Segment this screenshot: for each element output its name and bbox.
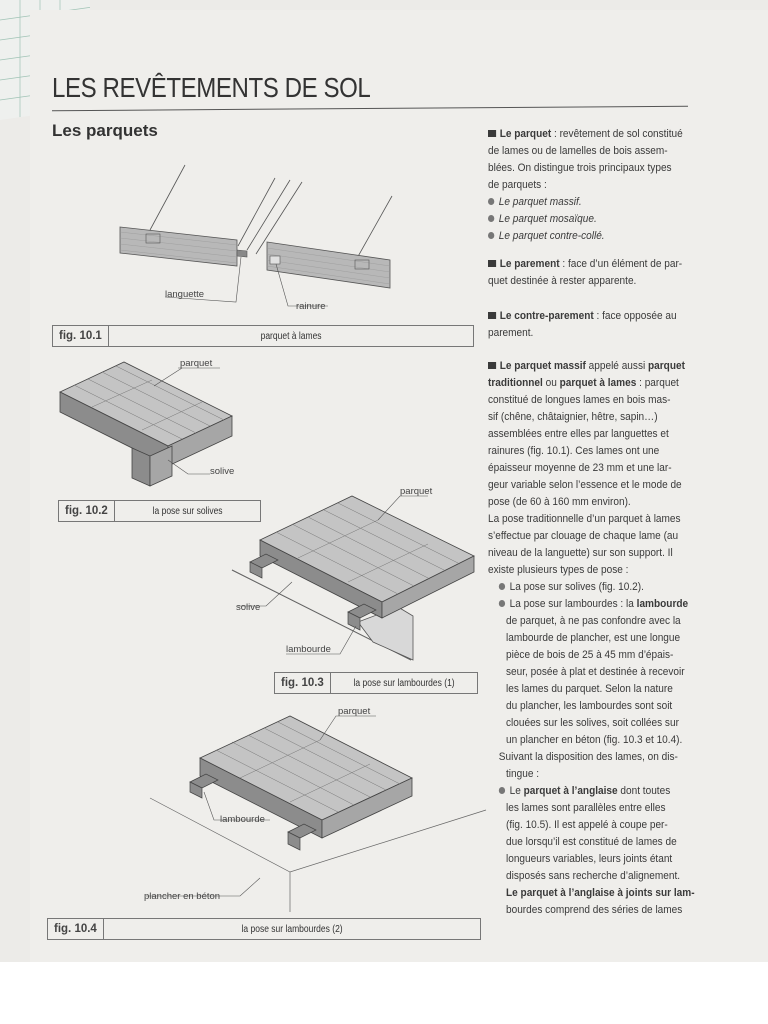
square-bullet-icon [488, 362, 496, 369]
label-parquet: parquet [180, 358, 213, 369]
definition-parquet: Le parquet : revêtement de sol constitué de lames ou de lamelles de bois assem- blées. On distingue trois principaux types de parquets : Le parquet massif. Le parquet mosaïque. Le parquet contre-collé. [488, 128, 683, 242]
definition-contre-parement: Le contre-parement : face opposée au parement. [488, 310, 677, 339]
label-lambourde: lambourde [286, 644, 331, 655]
label-parquet: parquet [400, 486, 433, 497]
definition-parement: Le parement : face d’un élément de par- quet destinée à rester apparente. [488, 258, 683, 287]
square-bullet-icon [488, 130, 496, 137]
label-plancher-beton: plancher en béton [144, 891, 221, 902]
label-parquet: parquet [338, 706, 371, 717]
figure-caption: la pose sur lambourdes (1) [353, 677, 455, 689]
figure-10-1-caption-bar [52, 325, 474, 347]
figure-10-4-drawing [140, 700, 490, 915]
label-lambourde: lambourde [220, 814, 265, 825]
figure-10-3-drawing [228, 482, 488, 672]
figure-caption: la pose sur lambourdes (2) [241, 923, 343, 935]
label-solive: solive [210, 466, 235, 477]
round-bullet-icon [488, 215, 494, 222]
label-rainure: rainure [296, 301, 326, 312]
round-bullet-icon [499, 787, 505, 794]
label-languette: languette [165, 289, 205, 300]
label-solive: solive [236, 602, 261, 613]
definition-parquet-massif: Le parquet massif appelé aussi parquet traditionnel ou parquet à lames : parquet constitué de longues lames en bois mas- sif (chêne, châtaignier, hêtre, sapin…) assemblées entre elles par languettes et rainures (fig. 10.1). Ces lames ont une épaisseur moyenne de 23 mm et une lar- geur variable selon l’essence et le mode de pose (de 60 à 160 mm environ). La pose traditionnelle d’un parquet à lames s’effectue par clouage de chaque lame (au niveau de la languette) sur son support. Il existe plusieurs types de pose : La pose sur solives (fig. 10.2). La pose sur lambourdes : la lambourde de parquet, à ne pas confondre avec la lambourde de plancher, est une longue pièce de bois de 25 à 45 mm d’épais- seur, posée à plat et destinée à recevoir les lames du parquet. Selon la nature du plancher, les lambourdes sont soit clouées sur les solives, soit collées sur un plancher en béton (fig. 10.3 et 10.4). Suivant la disposition des lames, on dis- tingue : Le parquet à l’anglaise dont toutes les lames sont parallèles entre elles (fig. 10.5). Il est appelé à coupe per- due lorsqu’il est constitué de lames de longueurs variables, leurs joints étant disposés sans recherche d’alignement. Le parquet à l’anglaise à joints sur lam- bourdes comprend des séries de lames [488, 360, 695, 916]
round-bullet-icon [488, 232, 494, 239]
figure-10-2-drawing [52, 352, 252, 492]
figure-caption: parquet à lames [260, 330, 322, 342]
page-title: LES REVÊTEMENTS DE SOL [52, 72, 371, 103]
round-bullet-icon [499, 600, 505, 607]
figure-10-4-caption-bar [47, 918, 481, 940]
figure-number: fig. 10.3 [275, 673, 331, 693]
figure-number: fig. 10.4 [48, 919, 104, 939]
square-bullet-icon [488, 312, 496, 319]
section-title: Les parquets [52, 121, 158, 140]
figure-10-1-drawing [110, 160, 410, 320]
figure-caption: la pose sur solives [152, 505, 223, 517]
square-bullet-icon [488, 260, 496, 267]
figure-number: fig. 10.1 [53, 326, 109, 346]
figure-10-3-caption-bar [274, 672, 478, 694]
round-bullet-icon [488, 198, 494, 205]
round-bullet-icon [499, 583, 505, 590]
figure-number: fig. 10.2 [59, 501, 115, 521]
